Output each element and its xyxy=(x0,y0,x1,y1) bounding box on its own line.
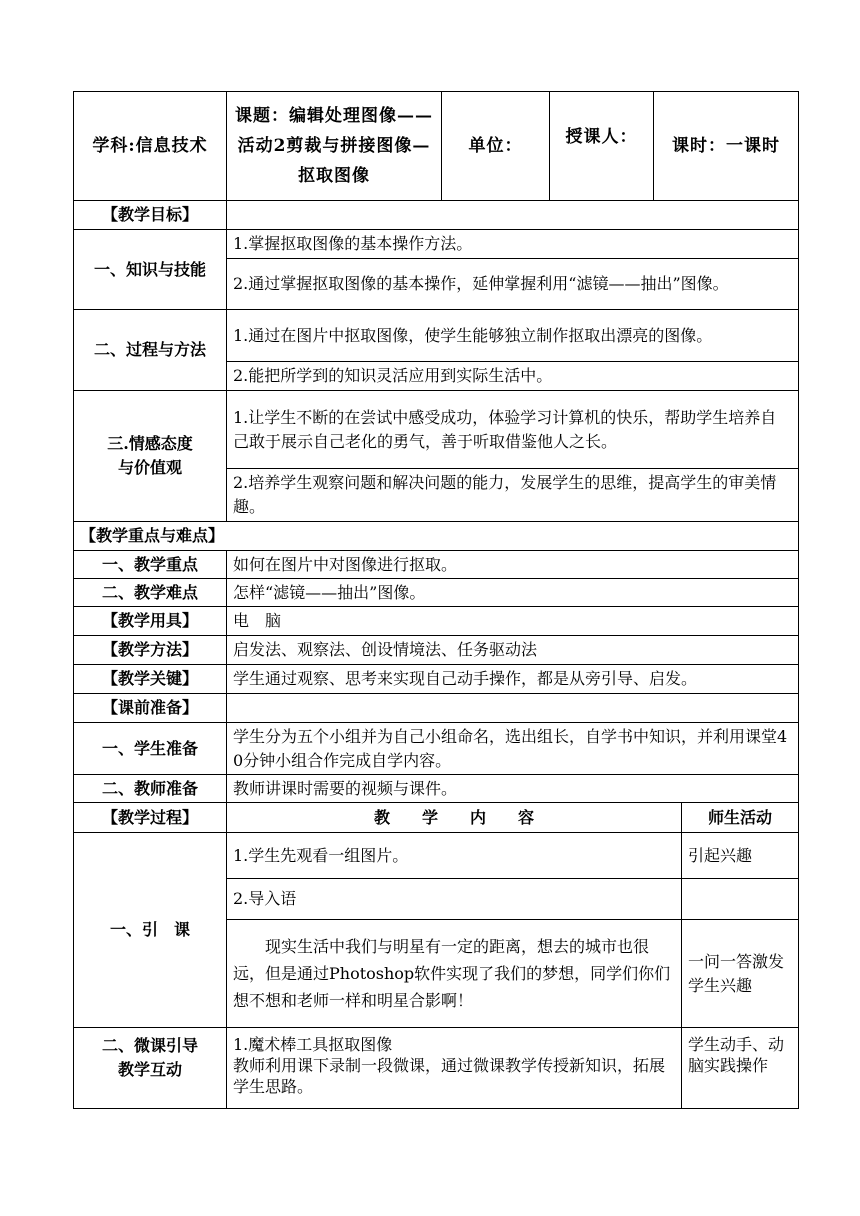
header-table xyxy=(73,91,799,201)
subject-cell: 学科:信息技术 xyxy=(74,92,227,201)
knowledge-label: 一、知识与技能 xyxy=(74,230,227,310)
objectives-section-title: 【教学目标】 xyxy=(74,201,227,230)
blank-cell xyxy=(227,201,799,230)
intro-content-2: 2.导入语 xyxy=(227,879,682,920)
micro-label-line2: 教学互动 xyxy=(117,1060,182,1079)
micro-content xyxy=(227,1028,682,1109)
period-cell: 课时：一课时 xyxy=(654,92,799,201)
teaching-process-title: 【教学过程】 xyxy=(74,803,227,833)
process-method-label: 二、过程与方法 xyxy=(74,310,227,391)
emotion-label xyxy=(74,391,227,522)
key-label: 【教学关键】 xyxy=(74,665,227,694)
micro-label xyxy=(74,1028,227,1109)
tools-label: 【教学用具】 xyxy=(74,607,227,636)
micro-activity: 学生动手、动脑实践操作 xyxy=(682,1028,799,1109)
difficulty-label: 二、教学难点 xyxy=(74,579,227,607)
process-item-2: 2.能把所学到的知识灵活应用到实际生活中。 xyxy=(227,362,799,391)
micro-content-line1: 1.魔术棒工具抠取图像 xyxy=(233,1035,393,1054)
emotion-item-1: 1.让学生不断的在尝试中感受成功，体验学习计算机的快乐，帮助学生培养自己敢于展示自己老化的勇气，善于听取借鉴他人之长。 xyxy=(227,391,799,469)
key-points-section-title: 【教学重点与难点】 xyxy=(74,522,799,551)
methods-text: 启发法、观察法、创设情境法、任务驱动法 xyxy=(227,636,799,665)
focus-label: 一、教学重点 xyxy=(74,551,227,579)
teacher-prep-label: 二、教师准备 xyxy=(74,775,227,803)
emotion-item-2: 2.培养学生观察问题和解决问题的能力，发展学生的思维，提高学生的审美情趣。 xyxy=(227,469,799,522)
intro-content-1: 1.学生先观看一组图片。 xyxy=(227,833,682,879)
blank-cell xyxy=(227,694,799,723)
intro-activity-3: 一问一答激发学生兴趣 xyxy=(682,920,799,1028)
process-item-1: 1.通过在图片中抠取图像，使学生能够独立制作抠取出漂亮的图像。 xyxy=(227,310,799,362)
student-prep-label: 一、学生准备 xyxy=(74,723,227,775)
emotion-label-line2: 与价值观 xyxy=(117,458,182,477)
intro-activity-1: 引起兴趣 xyxy=(682,833,799,879)
intro-content-3: 现实生活中我们与明星有一定的距离，想去的城市也很远，但是通过Photoshop软件实现了我们的梦想，同学们你们想不想和老师一样和明星合影啊！ xyxy=(227,920,682,1028)
unit-cell: 单位： xyxy=(442,92,550,201)
difficulty-text: 怎样“滤镜——抽出”图像。 xyxy=(227,579,799,607)
knowledge-item-2: 2.通过掌握抠取图像的基本操作，延伸掌握利用“滤镜——抽出”图像。 xyxy=(227,259,799,310)
micro-content-line2: 教师利用课下录制一段微课，通过微课教学传授新知识，拓展学生思路。 xyxy=(233,1056,666,1096)
focus-text: 如何在图片中对图像进行抠取。 xyxy=(227,551,799,579)
lesson-plan-table xyxy=(73,200,799,1109)
intro-activity-2 xyxy=(682,879,799,920)
emotion-label-line1: 三.情感态度 xyxy=(107,434,193,453)
topic-cell: 课题：编辑处理图像——活动2剪裁与拼接图像—抠取图像 xyxy=(227,92,442,201)
teacher-prep-text: 教师讲课时需要的视频与课件。 xyxy=(227,775,799,803)
activity-header: 师生活动 xyxy=(682,803,799,833)
teacher-cell: 授课人： xyxy=(550,92,654,201)
content-header: 教 学 内 容 xyxy=(227,803,682,833)
student-prep-text: 学生分为五个小组并为自己小组命名，选出组长，自学书中知识，并利用课堂40分钟小组合作完成自学内容。 xyxy=(227,723,799,775)
methods-label: 【教学方法】 xyxy=(74,636,227,665)
tools-text: 电 脑 xyxy=(227,607,799,636)
intro-label: 一、引 课 xyxy=(74,833,227,1028)
micro-label-line1: 二、微课引导 xyxy=(101,1036,198,1055)
knowledge-item-1: 1.掌握抠取图像的基本操作方法。 xyxy=(227,230,799,259)
prep-section-title: 【课前准备】 xyxy=(74,694,227,723)
key-text: 学生通过观察、思考来实现自己动手操作，都是从旁引导、启发。 xyxy=(227,665,799,694)
